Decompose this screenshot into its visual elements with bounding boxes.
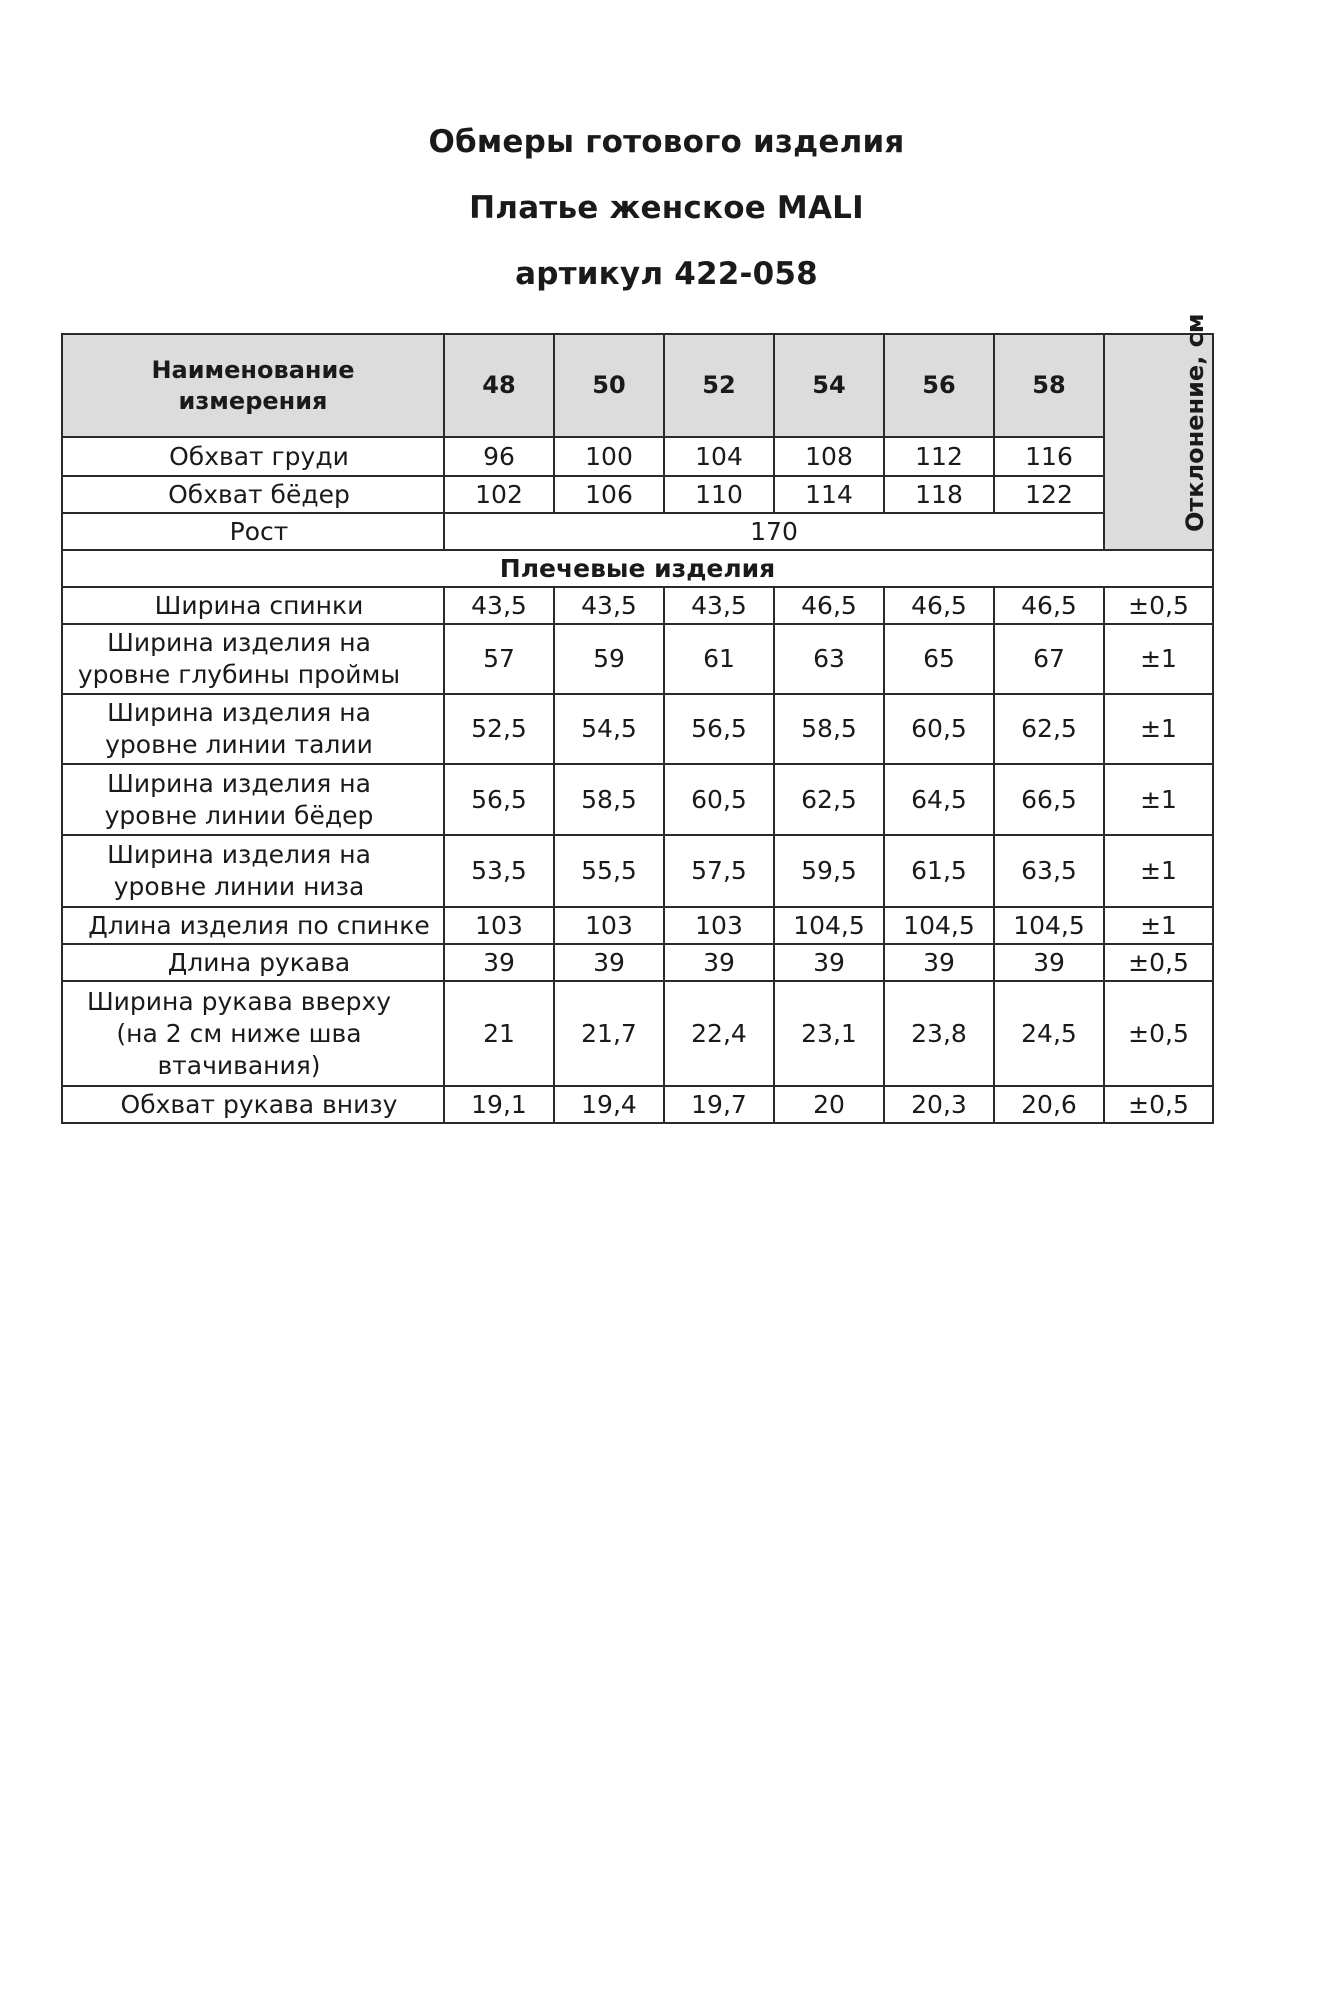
table-row (62, 476, 1213, 513)
row-name: Длина рукава (62, 944, 444, 981)
cell-value: 110 (664, 476, 774, 513)
cell-value: 62,5 (774, 764, 884, 835)
cell-value: 104,5 (884, 907, 994, 944)
cell-value: 63 (774, 624, 884, 694)
cell-value: 43,5 (554, 587, 664, 624)
cell-value: 56,5 (444, 764, 554, 835)
table-row (62, 587, 1213, 624)
row-name: Ширина изделия на уровне линии талии (62, 694, 444, 764)
cell-value: 116 (994, 437, 1104, 476)
cell-value: 60,5 (664, 764, 774, 835)
cell-deviation: ±0,5 (1104, 944, 1213, 981)
table-row (62, 764, 1213, 835)
header-deviation-label: Отклонение, см (1181, 312, 1209, 532)
cell-value: 61,5 (884, 835, 994, 907)
table-row (62, 835, 1213, 907)
cell-deviation: ±1 (1104, 624, 1213, 694)
row-name: Ширина рукава вверху (на 2 см ниже шва втачивания) (62, 981, 444, 1086)
cell-value: 39 (554, 944, 664, 981)
table-row (62, 944, 1213, 981)
table-row (62, 907, 1213, 944)
cell-value: 21 (444, 981, 554, 1086)
row-name: Ширина спинки (62, 587, 444, 624)
cell-value: 58,5 (774, 694, 884, 764)
cell-value: 62,5 (994, 694, 1104, 764)
cell-value: 39 (444, 944, 554, 981)
cell-value: 39 (664, 944, 774, 981)
cell-value: 58,5 (554, 764, 664, 835)
row-name: Ширина изделия на уровне глубины проймы (62, 624, 444, 694)
cell-value: 108 (774, 437, 884, 476)
cell-value: 46,5 (774, 587, 884, 624)
cell-value: 59 (554, 624, 664, 694)
table-row (62, 694, 1213, 764)
cell-value: 20 (774, 1086, 884, 1123)
cell-value: 64,5 (884, 764, 994, 835)
cell-value: 39 (994, 944, 1104, 981)
cell-value: 65 (884, 624, 994, 694)
measurements-table (61, 312, 1214, 1124)
table-row (62, 624, 1213, 694)
cell-value: 118 (884, 476, 994, 513)
table-row (62, 1086, 1213, 1123)
cell-value: 66,5 (994, 764, 1104, 835)
cell-value: 100 (554, 437, 664, 476)
cell-value: 22,4 (664, 981, 774, 1086)
cell-value: 19,7 (664, 1086, 774, 1123)
cell-value: 61 (664, 624, 774, 694)
cell-value: 24,5 (994, 981, 1104, 1086)
header-size-58: 58 (994, 334, 1104, 437)
cell-value: 52,5 (444, 694, 554, 764)
cell-value: 53,5 (444, 835, 554, 907)
header-size-50: 50 (554, 334, 664, 437)
cell-value: 20,6 (994, 1086, 1104, 1123)
article-number: артикул 422-058 (515, 256, 818, 292)
header-size-54: 54 (774, 334, 884, 437)
cell-value: 63,5 (994, 835, 1104, 907)
row-name: Длина изделия по спинке (62, 907, 444, 944)
cell-value: 39 (774, 944, 884, 981)
cell-value: 67 (994, 624, 1104, 694)
table-row (62, 437, 1213, 476)
cell-value: 103 (554, 907, 664, 944)
cell-value: 43,5 (664, 587, 774, 624)
cell-value: 114 (774, 476, 884, 513)
cell-value: 56,5 (664, 694, 774, 764)
row-name: Рост (62, 513, 444, 550)
header-size-52: 52 (664, 334, 774, 437)
cell-value: 23,1 (774, 981, 884, 1086)
header-size-48: 48 (444, 334, 554, 437)
cell-value: 112 (884, 437, 994, 476)
row-name: Ширина изделия на уровне линии бёдер (62, 764, 444, 835)
cell-value: 103 (444, 907, 554, 944)
document-title: Обмеры готового изделия (428, 124, 905, 160)
cell-value: 104,5 (994, 907, 1104, 944)
cell-value: 20,3 (884, 1086, 994, 1123)
header-size-56: 56 (884, 334, 994, 437)
cell-value: 104 (664, 437, 774, 476)
cell-value: 103 (664, 907, 774, 944)
cell-value: 21,7 (554, 981, 664, 1086)
table-row (62, 981, 1213, 1086)
cell-value: 104,5 (774, 907, 884, 944)
cell-value: 39 (884, 944, 994, 981)
section-label: Плечевые изделия (62, 550, 1213, 587)
cell-deviation: ±1 (1104, 694, 1213, 764)
cell-deviation: ±1 (1104, 835, 1213, 907)
row-name: Обхват бёдер (62, 476, 444, 513)
cell-deviation: ±0,5 (1104, 1086, 1213, 1123)
cell-value: 59,5 (774, 835, 884, 907)
product-name: Платье женское MALI (469, 190, 864, 226)
cell-value: 46,5 (884, 587, 994, 624)
cell-deviation: ±1 (1104, 764, 1213, 835)
height-row (62, 513, 1213, 550)
cell-value: 19,4 (554, 1086, 664, 1123)
cell-value: 102 (444, 476, 554, 513)
header-deviation (1104, 312, 1213, 550)
cell-value: 43,5 (444, 587, 554, 624)
cell-value: 106 (554, 476, 664, 513)
height-value: 170 (444, 513, 1104, 550)
cell-value: 46,5 (994, 587, 1104, 624)
cell-value: 60,5 (884, 694, 994, 764)
row-name: Обхват груди (62, 437, 444, 476)
cell-value: 23,8 (884, 981, 994, 1086)
row-name: Обхват рукава внизу (62, 1086, 444, 1123)
header-row (62, 334, 1213, 437)
cell-value: 96 (444, 437, 554, 476)
cell-value: 57,5 (664, 835, 774, 907)
cell-value: 122 (994, 476, 1104, 513)
section-row (62, 550, 1213, 587)
row-name: Ширина изделия на уровне линии низа (62, 835, 444, 907)
header-measurement-name-label: Наименование измерения (151, 355, 355, 415)
cell-value: 19,1 (444, 1086, 554, 1123)
cell-value: 57 (444, 624, 554, 694)
cell-deviation: ±1 (1104, 907, 1213, 944)
header-measurement-name (62, 334, 444, 437)
cell-value: 55,5 (554, 835, 664, 907)
cell-deviation: ±0,5 (1104, 587, 1213, 624)
cell-deviation: ±0,5 (1104, 981, 1213, 1086)
cell-value: 54,5 (554, 694, 664, 764)
